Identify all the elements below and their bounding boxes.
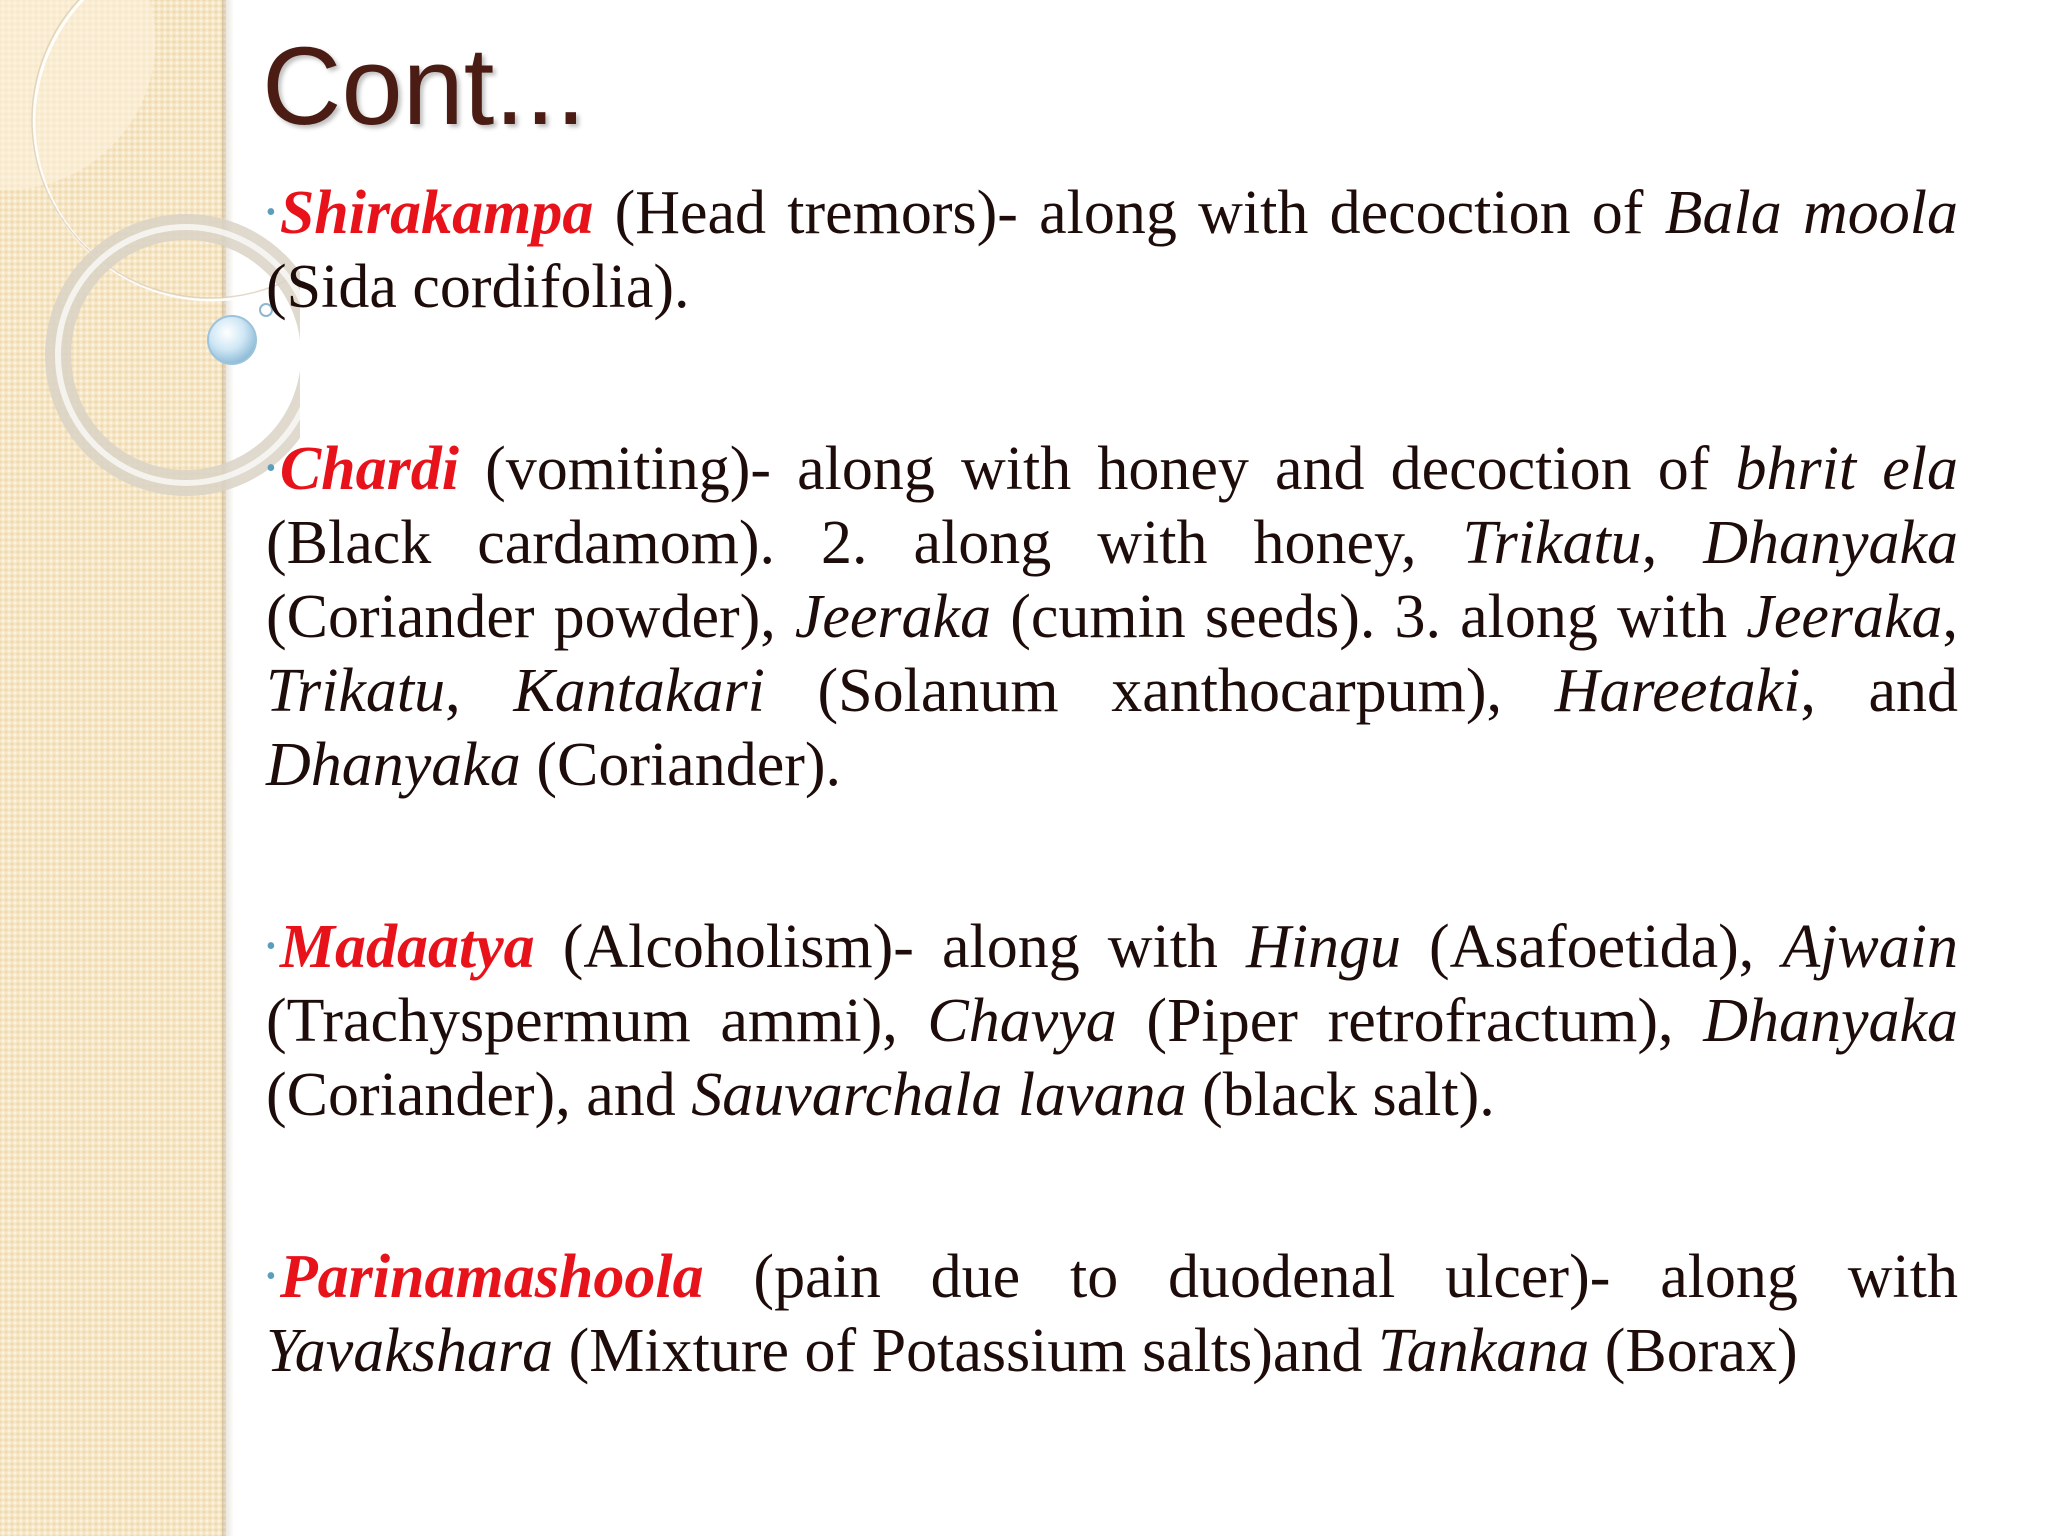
item-term: Madaatya [279, 913, 535, 981]
bullet-icon: • [266, 931, 276, 962]
bullet-icon: • [266, 197, 276, 228]
decorative-rings-icon [0, 0, 300, 520]
list-item: •Madaatya (Alcoholism)- along with Hingu (Asafoetida), Ajwain (Trachyspermum ammi), Chavya (Piper retrofractum), Dhanyaka (Coriander), and Sauvarchala lavana (black salt). [266, 913, 1958, 1129]
list-item: •Parinamashoola (pain due to duodenal ulcer)- along with Yavakshara (Mixture of Potassium salts)and Tankana (Borax) [266, 1243, 1958, 1385]
item-term: Parinamashoola [279, 1243, 704, 1311]
bullet-icon: • [266, 453, 276, 484]
list-item: •Shirakampa (Head tremors)- along with decoction of Bala moola (Sida cordifolia). [266, 179, 1958, 321]
bullet-icon: • [266, 1261, 276, 1292]
slide-content [266, 176, 1958, 1388]
item-term: Chardi [279, 435, 460, 503]
item-term: Shirakampa [279, 179, 594, 247]
slide-title: Cont... [262, 25, 587, 148]
list-item: •Chardi (vomiting)- along with honey and decoction of bhrit ela (Black cardamom). 2. along with honey, Trikatu, Dhanyaka (Coriander powder), Jeeraka (cumin seeds). 3. along with Jeeraka, Trikatu, Kantakari (Solanum xanthocarpum), Hareetaki, and Dhanyaka (Coriander). [266, 435, 1958, 799]
